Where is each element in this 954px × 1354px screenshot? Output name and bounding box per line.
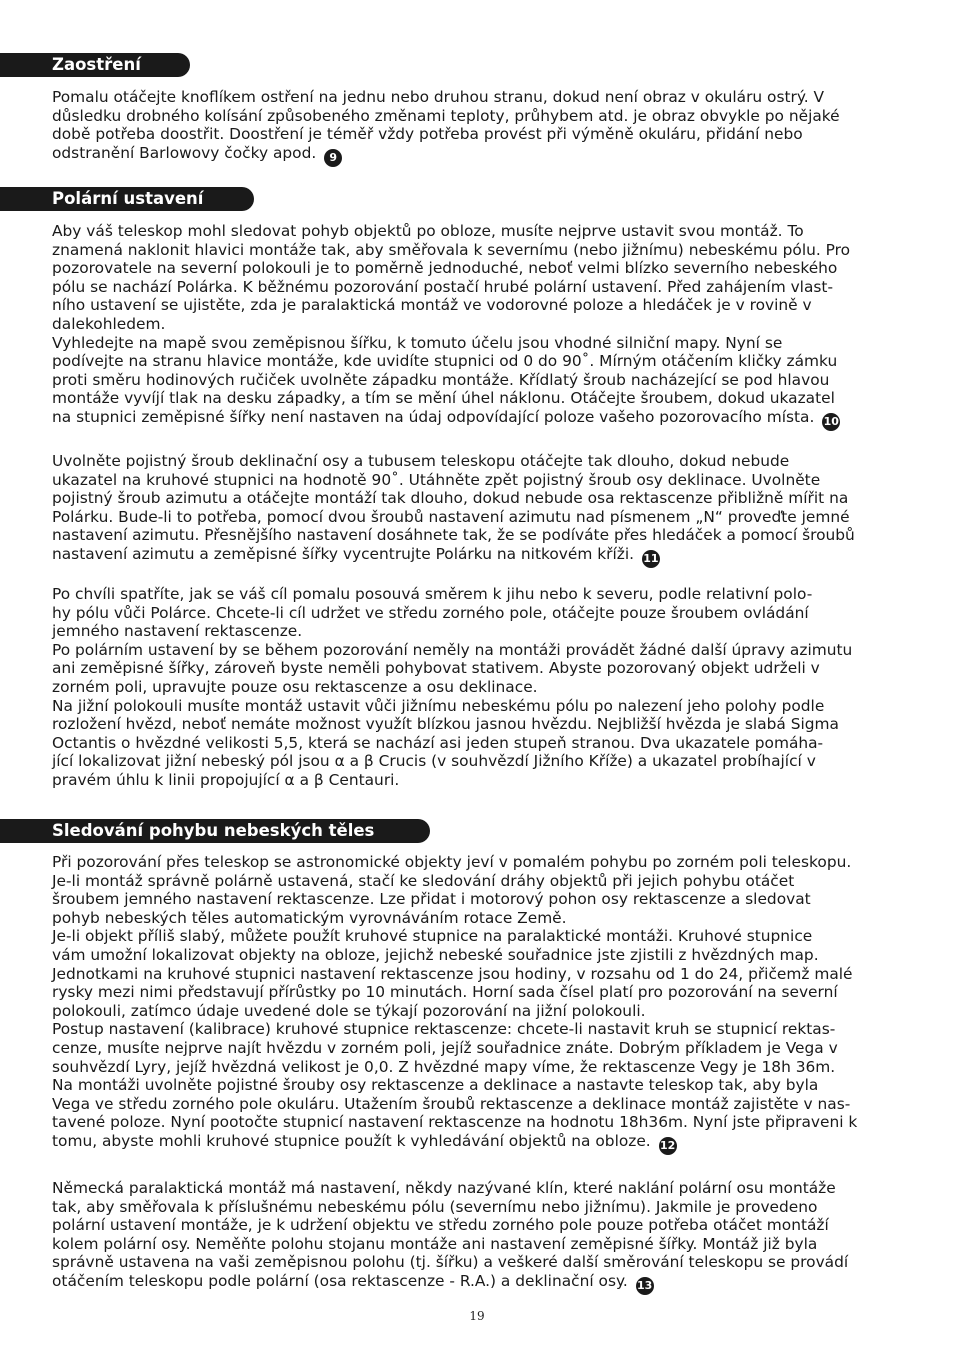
text-line: nastavení azimutu. Přesnějšího nastavení dosáhnete tak, že se podíváte přes hledáček a pomocí šroubů — [52, 526, 855, 545]
text-line: Je-li montáž správně polárně ustavená, stačí ke sledování dráhy objektů při jejich pohybu otáčet — [52, 871, 795, 890]
text-line: rozložení hvězd, neboť nemáte možnost využít blízkou jasnou hvězdu. Nejbližší hvězda je slabá Sigma — [52, 715, 839, 734]
text-line: jemného nastavení rektascenze. — [52, 622, 303, 641]
text-line-with-marker — [52, 1272, 904, 1295]
text-line: důsledku drobného kolísání způsobeného změnami teploty, průhybem atd. je obraz obvykle po nějaké — [52, 106, 840, 125]
text-line: Aby váš teleskop mohl sledovat pohyb objektů po obloze, musíte nejprve ustavit svou montáž. To — [52, 222, 804, 240]
text-line: Octantis o hvězdné velikosti 5,5, která se nachází asi jeden stupeň stranou. Dva ukazatele pomáha- — [52, 733, 824, 752]
text-line: Na jižní polokouli musíte montáž ustavit vůči jižnímu nebeskému pólu po nalezení jeho polohy podle — [52, 696, 825, 715]
text-line: Je-li objekt příliš slabý, můžete použít kruhové stupnice na paralaktické montáži. Kruhové stupnice — [52, 927, 813, 946]
text-line: Po chvíli spatříte, jak se váš cíl pomalu posouvá směrem k jihu nebo k severu, podle relativní polo- — [52, 585, 813, 603]
text-line: Uvolněte pojistný šroub deklinační osy a tubusem teleskopu otáčejte tak dlouho, dokud nebude — [52, 452, 790, 470]
text-line: polární ustavení montáže, je k udržení objektu ve středu zorného pole pouze potřeba otáčet montáží — [52, 1216, 829, 1235]
text-line: nastavení azimutu a zeměpisné šířky vycentrujte Polárku na nitkovém kříži. — [52, 544, 634, 563]
text-line-with-marker — [52, 1132, 904, 1155]
text-line-with-marker — [52, 545, 904, 568]
text-line: šroubem jemného nastavení rektascenze. Lze přidat i motorový pohon osy rektascenze a sledovat — [52, 890, 811, 909]
text-line: pravém úhlu k linii propojující α a β Centauri. — [52, 770, 400, 789]
polar-text-1 — [52, 222, 904, 431]
text-line: hy pólu vůči Polárce. Chcete-li cíl udržet ve středu zorného pole, otáčejte pouze šroubem ovládání — [52, 603, 809, 622]
text-line: odstranění Barlowovy čočky apod. — [52, 143, 317, 162]
text-line: tavené poloze. Nyní pootočte stupnicí nastavení rektascenze na hodnotu 18h36m. Nyní jste připraveni k — [52, 1113, 858, 1132]
tracking-text-1 — [52, 853, 904, 1155]
text-line-with-marker — [52, 144, 904, 167]
page-number: 19 — [469, 1309, 485, 1323]
text-line: pojistný šroub azimutu a otáčejte montáží tak dlouho, dokud nebude osa rektascenze přibližně mířit na — [52, 489, 849, 508]
text-line: Vyhledejte na mapě svou zeměpisnou šířku, k tomuto účelu jsou vhodné silniční mapy. Nyní se — [52, 333, 783, 352]
focus-text — [52, 88, 904, 167]
text-line: vám umožní lokalizovat objekty na obloze, jejichž nebeské souřadnice jste zjistili z hvězdných map. — [52, 945, 819, 964]
text-line: ukazatel na kruhové stupnici na hodnotě 90˚. Utáhněte zpět pojistný šroub osy deklinace. Uvolněte — [52, 470, 821, 489]
text-line: montáže vyvíjí tlak na desku západky, a tím se mění úhel náklonu. Otáčejte šroubem, dokud ukazatel — [52, 389, 835, 408]
text-line: Postup nastavení (kalibrace) kruhové stupnice rektascenze: chcete-li nastavit kruh se stupnicí rektas- — [52, 1020, 836, 1039]
figure-reference-marker: 11 — [642, 550, 660, 568]
text-line: ního ustavení se ujistěte, zda je paralaktická montáž ve vodorovné poloze a hledáček je v rovině v — [52, 296, 812, 315]
text-line: Na montáži uvolněte pojistné šrouby osy rektascenze a deklinace a nastavte teleskop tak, aby byla — [52, 1076, 819, 1095]
text-line: rysky mezi nimi představují přírůstky po 10 minutách. Horní sada čísel platí pro pozorování na severní — [52, 983, 838, 1002]
text-line: Po polárním ustavení by se během pozorování neměly na montáži provádět žádné další úpravy azimutu — [52, 640, 853, 659]
text-line: Jednotkami na kruhové stupnici nastavení rektascenze jsou hodiny, v rozsahu od 1 do 24, přičemž malé — [52, 964, 853, 983]
figure-reference-marker: 12 — [659, 1137, 677, 1155]
section-title: Zaostření — [52, 55, 141, 74]
section-title: Polární ustavení — [52, 189, 204, 208]
figure-reference-marker: 13 — [636, 1277, 654, 1295]
section-header-tracking — [0, 819, 430, 843]
text-line: správně ustavena na vaši zeměpisnou polohu (tj. šířku) a veškeré další směrování teleskopu se provádí — [52, 1253, 849, 1272]
figure-reference-marker: 10 — [822, 413, 840, 431]
text-line: ani zeměpisné šířky, zároveň byste neměli pohybovat stativem. Abyste pozorovaný objekt udrželi v — [52, 659, 820, 678]
text-line: Pomalu otáčejte knoflíkem ostření na jednu nebo druhou stranu, dokud není obraz v okuláru ostrý. V — [52, 88, 825, 106]
text-line: souhvězdí Lyry, jejíž hvězdná velikost je 0,0. Z hvězdné mapy víme, že rektascenze Vegy je 18h 36m. — [52, 1057, 836, 1076]
text-line: pohyb nebeských těles automatickým vyrovnáváním rotace Země. — [52, 908, 567, 927]
section-title: Sledování pohybu nebeských těles — [52, 821, 375, 840]
text-line: zorném poli, upravujte pouze osu rektascenze a osu deklinace. — [52, 677, 538, 696]
text-line: Vega ve středu zorného pole okuláru. Utažením šroubů rektascenze a deklinace montáž zajistěte v nas- — [52, 1094, 851, 1113]
text-line: Německá paralaktická montáž má nastavení, někdy nazývané klín, které naklání polární osu montáže — [52, 1179, 836, 1197]
text-line: pólu se nachází Polárka. K běžnému pozorování postačí hrubé polární ustavení. Před zahájením vlast- — [52, 277, 833, 296]
polar-text-3 — [52, 585, 904, 790]
text-line: Při pozorování přes teleskop se astronomické objekty jeví v pomalém pohybu po zorném poli teleskopu. — [52, 853, 852, 871]
polar-text-2 — [52, 452, 904, 568]
text-line: polokouli, zatímco údaje uvedené dole se týkají pozorování na jižní polokouli. — [52, 1001, 646, 1020]
text-line: kolem polární osy. Neměňte polohu stojanu montáže ani nastavení zeměpisné šířky. Montáž již byla — [52, 1234, 818, 1253]
text-line-with-marker — [52, 408, 904, 431]
figure-reference-marker: 9 — [324, 149, 342, 167]
text-line: znamená naklonit hlavici montáže tak, aby směřovala k severnímu (nebo jižnímu) nebeskému pólu. Pro — [52, 240, 851, 259]
text-line: Polárku. Bude-li to potřeba, pomocí dvou šroubů nastavení azimutu nad písmenem „N“ proveďte jemné — [52, 507, 850, 526]
text-line: tomu, abyste mohli kruhové stupnice použít k vyhledávání objektů na obloze. — [52, 1131, 651, 1150]
section-header-polar — [0, 187, 254, 211]
text-line: pozorovatele na severní polokouli je to poměrně jednoduché, neboť velmi blízko severního nebeského — [52, 259, 838, 278]
section-header-focus — [0, 53, 190, 77]
text-line: dalekohledem. — [52, 314, 166, 333]
text-line: podívejte na stranu hlavice montáže, kde uvidíte stupnici od 0 do 90˚. Mírným otáčením kličky zámku — [52, 352, 838, 371]
text-line: tak, aby směřovala k příslušnému nebeskému pólu (severnímu nebo jižnímu). Jakmile je provedeno — [52, 1197, 818, 1216]
text-line: proti směru hodinových ručiček uvolněte západku montáže. Křídlatý šroub nacházející se pod hlavou — [52, 370, 830, 389]
text-line: jící lokalizovat jižní nebeský pól jsou α a β Crucis (v souhvězdí Jižního Kříže) a ukazatel probíhající v — [52, 752, 816, 771]
text-line: cenze, musíte nejprve najít hvězdu v zorném poli, jejíž souřadnice znáte. Dobrým příkladem je Vega v — [52, 1038, 838, 1057]
tracking-text-2 — [52, 1179, 904, 1295]
text-line: na stupnici zeměpisné šířky není nastaven na údaj odpovídající poloze vašeho pozorovacího místa. — [52, 407, 815, 426]
text-line: otáčením teleskopu podle polární (osa rektascenze - R.A.) a deklinační osy. — [52, 1271, 628, 1290]
text-line: době potřeba doostřit. Doostření je téměř vždy potřeba provést při výměně okuláru, přidání nebo — [52, 125, 803, 144]
